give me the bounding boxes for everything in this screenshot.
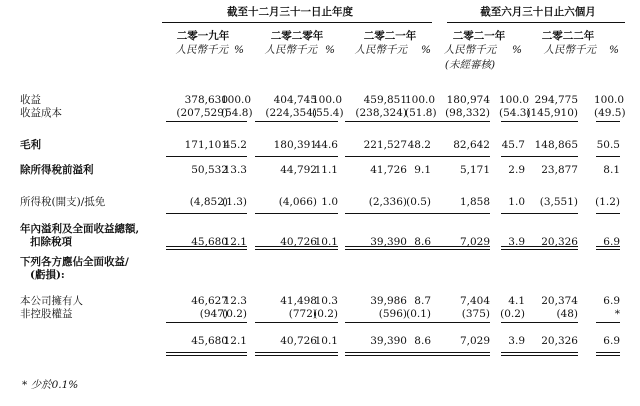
rule-5-2 [255,352,317,356]
attributable-heading-label-cont: (虧損): [30,269,65,281]
pct-col4: % [512,44,522,56]
profit-for-year-cell-1: 12.1 [223,236,247,248]
cost-of-revenue-cell-6: (98,332) [445,107,490,119]
profit-before-tax-cell-6: 5,171 [459,164,490,176]
rule-3-2 [255,246,317,250]
rule-5-0 [166,352,228,356]
revenue-cell-1: 100.0 [221,94,252,106]
rule-5-3 [314,352,338,356]
income-tax-cell-3: 1.0 [321,196,338,208]
unaudited-note: (未經審核) [444,59,496,71]
year-2021: 二零二一年 [363,30,417,42]
unit-col5: 人民幣千元 [543,44,596,56]
non-controlling-interests-label: 非控股權益 [20,308,73,320]
total-attributable-cell-3: 10.1 [314,335,338,347]
rule-0-8 [516,121,578,122]
pct-col2: % [325,44,335,56]
income-tax-cell-8: (3,551) [539,196,578,208]
total-attributable-cell-7: 3.9 [508,335,525,347]
income-tax-cell-6: 1,858 [459,196,490,208]
profit-for-year-cell-4: 39,390 [370,236,407,248]
total-attributable-cell-2: 40,726 [280,335,317,347]
rule-1-1 [223,156,247,157]
income-tax-label: 所得稅(開支)/抵免 [20,196,106,208]
income-tax-cell-4: (2,336) [368,196,407,208]
header-rule-half [447,22,625,23]
gross-profit-cell-7: 45.7 [501,139,525,151]
rule-0-2 [255,121,317,122]
non-controlling-interests-cell-3: (0.2) [313,308,338,320]
profit-before-tax-cell-7: 2.9 [508,164,525,176]
cost-of-revenue-cell-8: (145,910) [526,107,578,119]
cost-of-revenue-cell-7: (54.3) [499,107,531,119]
gross-profit-label: 毛利 [20,139,41,151]
rule-4-1 [223,322,247,323]
rule-5-6 [428,352,490,356]
cost-of-revenue-cell-0: (207,529) [176,107,228,119]
profit-before-tax-label: 除所得稅前溢利 [20,164,94,176]
pct-col1: % [234,44,244,56]
owners-of-company-cell-8: 20,374 [541,295,578,307]
total-attributable-cell-9: 6.9 [603,335,620,347]
unit-col1: 人民幣千元 [175,44,228,56]
profit-for-year-cell-7: 3.9 [508,236,525,248]
attributable-heading-label: 下列各方應佔全面收益/ [20,256,129,268]
rule-3-0 [166,246,228,250]
rule-3-6 [428,246,490,250]
rule-3-4 [345,246,407,250]
revenue-cell-7: 100.0 [499,94,530,106]
owners-of-company-cell-3: 10.3 [314,295,338,307]
rule-4-6 [428,322,490,323]
rule-1-3 [314,156,338,157]
profit-before-tax-cell-3: 11.1 [314,164,338,176]
income-tax-cell-2: (4,066) [278,196,317,208]
period-year-heading: 截至十二月三十一日止年度 [227,6,353,18]
income-tax-cell-1: (1.3) [222,196,247,208]
rule-0-0 [166,121,228,122]
gross-profit-cell-0: 171,101 [184,139,228,151]
year-2022-half: 二零二二年 [541,30,595,42]
rule-4-9 [596,322,620,323]
revenue-cell-5: 100.0 [405,94,436,106]
rule-1-2 [255,156,317,157]
rule-5-1 [223,352,247,356]
gross-profit-cell-2: 180,391 [273,139,317,151]
cost-of-revenue-cell-1: (54.8) [221,107,253,119]
rule-5-4 [345,352,407,356]
gross-profit-cell-1: 45.2 [223,139,247,151]
rule-5-8 [516,352,578,356]
total-attributable-cell-4: 39,390 [370,335,407,347]
owners-of-company-cell-6: 7,404 [459,295,490,307]
non-controlling-interests-cell-5: (0.1) [406,308,431,320]
rule-2-6 [428,213,490,214]
rule-3-3 [314,246,338,250]
total-attributable-cell-5: 8.6 [414,335,431,347]
rule-4-0 [166,322,228,323]
profit-before-tax-cell-4: 41,726 [370,164,407,176]
profit-for-year-cell-0: 45,680 [191,236,228,248]
cost-of-revenue-cell-4: (238,324) [355,107,407,119]
gross-profit-cell-5: 48.2 [407,139,431,151]
profit-for-year-cell-5: 8.6 [414,236,431,248]
revenue-cell-2: 404,745 [273,94,317,106]
total-attributable-cell-0: 45,680 [191,335,228,347]
revenue-cell-9: 100.0 [594,94,625,106]
cost-of-revenue-cell-2: (224,354) [265,107,317,119]
revenue-label: 收益 [20,94,41,106]
rule-1-6 [428,156,490,157]
year-2020: 二零二零年 [270,30,324,42]
revenue-cell-0: 378,630 [184,94,228,106]
owners-of-company-cell-5: 8.7 [414,295,431,307]
header-rule-year [162,22,432,23]
non-controlling-interests-cell-6: (375) [461,308,490,320]
rule-1-0 [166,156,228,157]
rule-5-9 [596,352,620,356]
profit-for-year-cell-3: 10.1 [314,236,338,248]
rule-1-9 [596,156,620,157]
owners-of-company-cell-0: 46,627 [191,295,228,307]
rule-3-9 [596,246,620,250]
pct-col5: % [609,44,619,56]
rule-0-4 [345,121,407,122]
gross-profit-cell-9: 50.5 [596,139,620,151]
rule-4-2 [255,322,317,323]
non-controlling-interests-cell-9: * [614,308,620,320]
revenue-cell-3: 100.0 [312,94,343,106]
period-half-heading: 截至六月三十日止六個月 [480,6,596,18]
footnote: * 少於0.1% [22,379,79,391]
owners-of-company-cell-4: 39,986 [370,295,407,307]
owners-of-company-label: 本公司擁有人 [20,295,83,307]
income-tax-cell-7: 1.0 [508,196,525,208]
rule-2-2 [255,213,317,214]
rule-2-8 [516,213,578,214]
owners-of-company-cell-7: 4.1 [508,295,525,307]
total-attributable-cell-8: 20,326 [541,335,578,347]
non-controlling-interests-cell-2: (772) [288,308,317,320]
rule-2-9 [596,213,620,214]
profit-for-year-label-cont: 扣除稅項 [30,236,72,248]
profit-before-tax-cell-8: 23,877 [541,164,578,176]
profit-before-tax-cell-2: 44,792 [280,164,317,176]
unit-col2: 人民幣千元 [264,44,317,56]
owners-of-company-cell-2: 41,498 [280,295,317,307]
rule-1-8 [516,156,578,157]
cost-of-revenue-cell-9: (49.5) [594,107,626,119]
rule-4-4 [345,322,407,323]
rule-2-3 [314,213,338,214]
revenue-cell-4: 459,851 [363,94,407,106]
year-2021-half: 二零二一年 [452,30,506,42]
profit-before-tax-cell-9: 8.1 [603,164,620,176]
non-controlling-interests-cell-1: (0.2) [222,308,247,320]
non-controlling-interests-cell-8: (48) [556,308,578,320]
rule-0-9 [596,121,620,122]
profit-before-tax-cell-5: 9.1 [414,164,431,176]
revenue-cell-6: 180,974 [446,94,490,106]
owners-of-company-cell-1: 12.3 [223,295,247,307]
cost-of-revenue-label: 收益成本 [20,107,62,119]
rule-2-1 [223,213,247,214]
non-controlling-interests-cell-4: (596) [378,308,407,320]
rule-2-4 [345,213,407,214]
profit-for-year-cell-6: 7,029 [459,236,490,248]
income-tax-cell-0: (4,852) [189,196,228,208]
gross-profit-cell-6: 82,642 [453,139,490,151]
profit-before-tax-cell-1: 13.3 [223,164,247,176]
rule-3-1 [223,246,247,250]
profit-for-year-cell-9: 6.9 [603,236,620,248]
rule-0-1 [223,121,247,122]
profit-for-year-cell-8: 20,326 [541,236,578,248]
total-attributable-cell-1: 12.1 [223,335,247,347]
rule-1-4 [345,156,407,157]
gross-profit-cell-4: 221,527 [363,139,407,151]
year-2019: 二零一九年 [176,30,230,42]
income-tax-cell-9: (1.2) [595,196,620,208]
profit-for-year-label: 年內溢利及全面收益總額, [20,223,140,235]
rule-4-8 [516,322,578,323]
rule-2-0 [166,213,228,214]
owners-of-company-cell-9: 6.9 [603,295,620,307]
unit-col3: 人民幣千元 [354,44,407,56]
rule-3-8 [516,246,578,250]
rule-4-3 [314,322,338,323]
profit-before-tax-cell-0: 50,532 [191,164,228,176]
gross-profit-cell-8: 148,865 [534,139,578,151]
pct-col3: % [421,44,431,56]
cost-of-revenue-cell-5: (51.8) [405,107,437,119]
profit-for-year-cell-2: 40,726 [280,236,317,248]
total-attributable-cell-6: 7,029 [459,335,490,347]
gross-profit-cell-3: 44.6 [314,139,338,151]
unit-col4: 人民幣千元 [443,44,497,56]
income-tax-cell-5: (0.5) [406,196,431,208]
revenue-cell-8: 294,775 [534,94,578,106]
non-controlling-interests-cell-0: (947) [199,308,228,320]
non-controlling-interests-cell-7: (0.2) [500,308,525,320]
rule-0-3 [314,121,338,122]
cost-of-revenue-cell-3: (55.4) [312,107,344,119]
rule-0-6 [428,121,490,122]
